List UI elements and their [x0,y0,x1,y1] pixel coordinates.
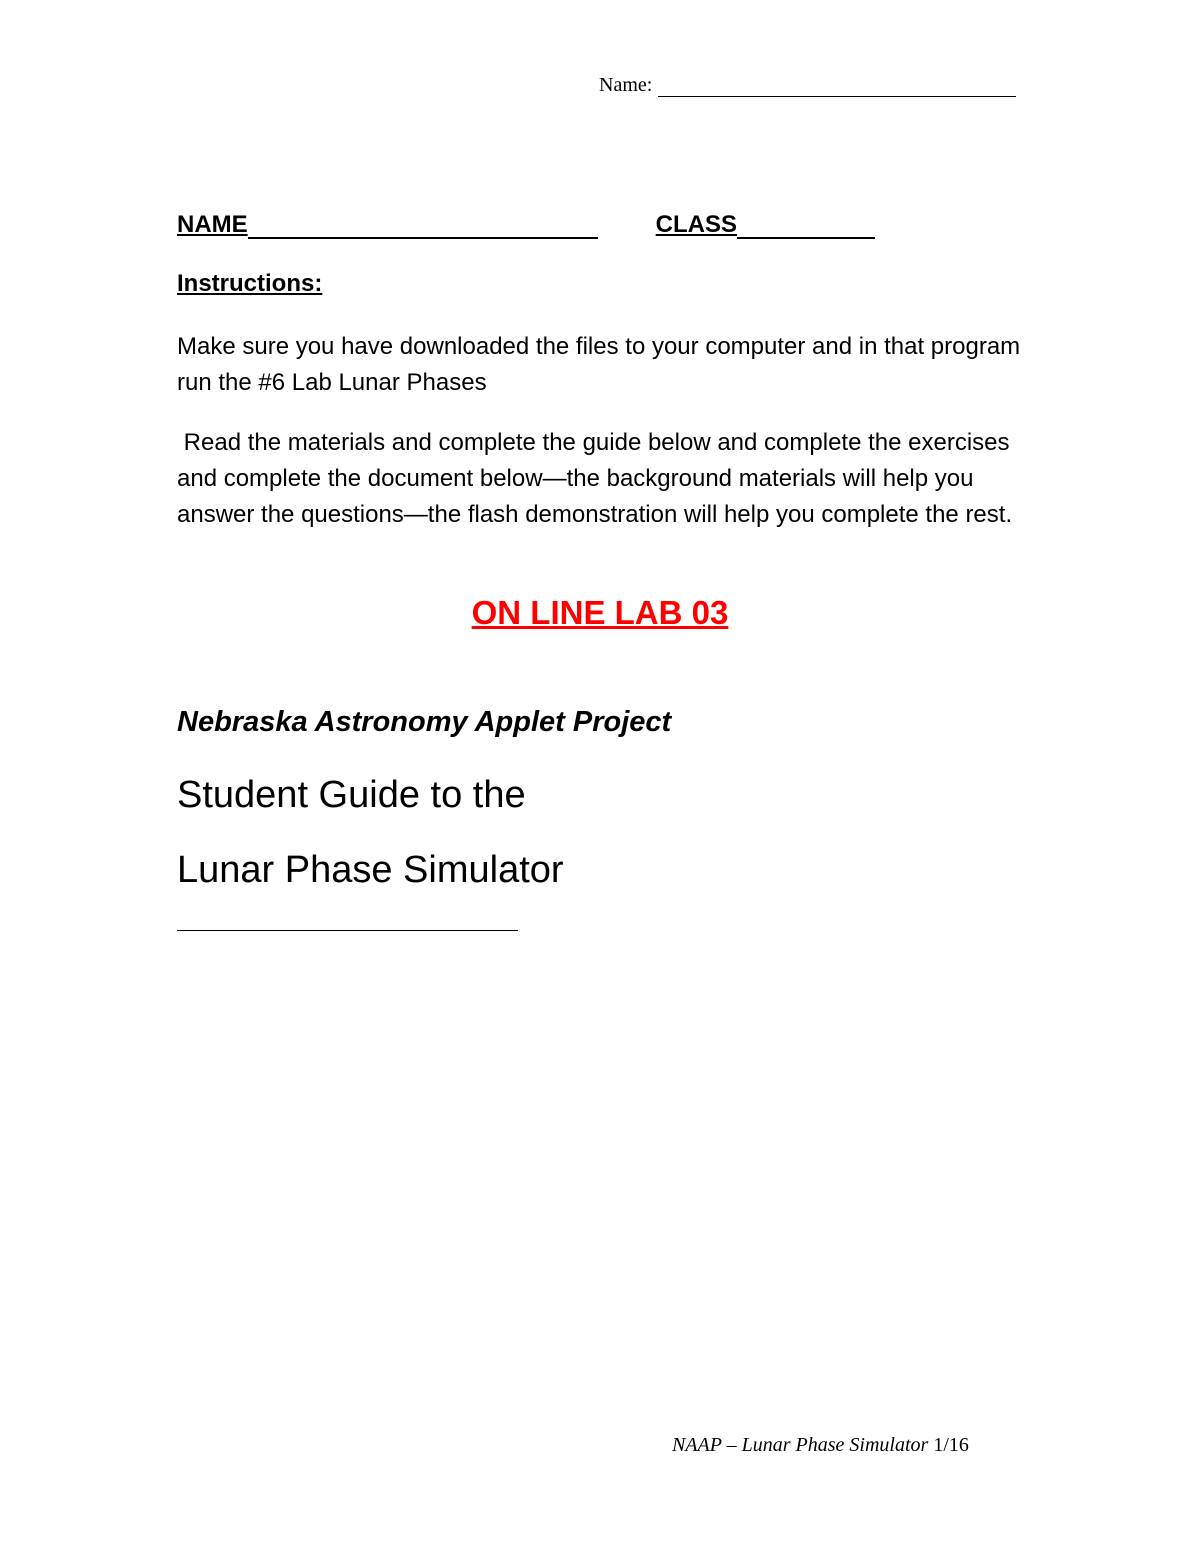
name-class-row [177,211,875,239]
instructions-heading: Instructions: [177,270,323,297]
header-name-blank[interactable] [658,76,1016,97]
instructions-paragraph-2-text: Read the materials and complete the guide below and complete the exercises and complete the document below—the background materials will help you answer the questions—the flash demonstration will help you complete the rest. [177,429,1013,528]
title-rule [177,930,518,931]
page-footer [672,1434,969,1457]
header-name-label: Name: [599,74,653,96]
instructions-paragraph-2 [177,425,1027,533]
name-label: NAME [177,211,248,238]
header-name-field [599,74,1016,97]
class-label: CLASS [655,211,738,238]
guide-title-line-1: Student Guide to the [177,774,526,816]
instructions-paragraph-1: Make sure you have downloaded the files to your computer and in that program run the #6 Lab Lunar Phases [177,333,1021,396]
class-blank[interactable] [737,213,875,239]
footer-page-number: 1/16 [933,1434,969,1456]
project-name: Nebraska Astronomy Applet Project [177,706,672,738]
lab-title: ON LINE LAB 03 [471,594,729,631]
name-blank[interactable] [248,213,598,239]
guide-title-line-2: Lunar Phase Simulator [177,849,564,891]
footer-title: NAAP – Lunar Phase Simulator [672,1434,929,1456]
